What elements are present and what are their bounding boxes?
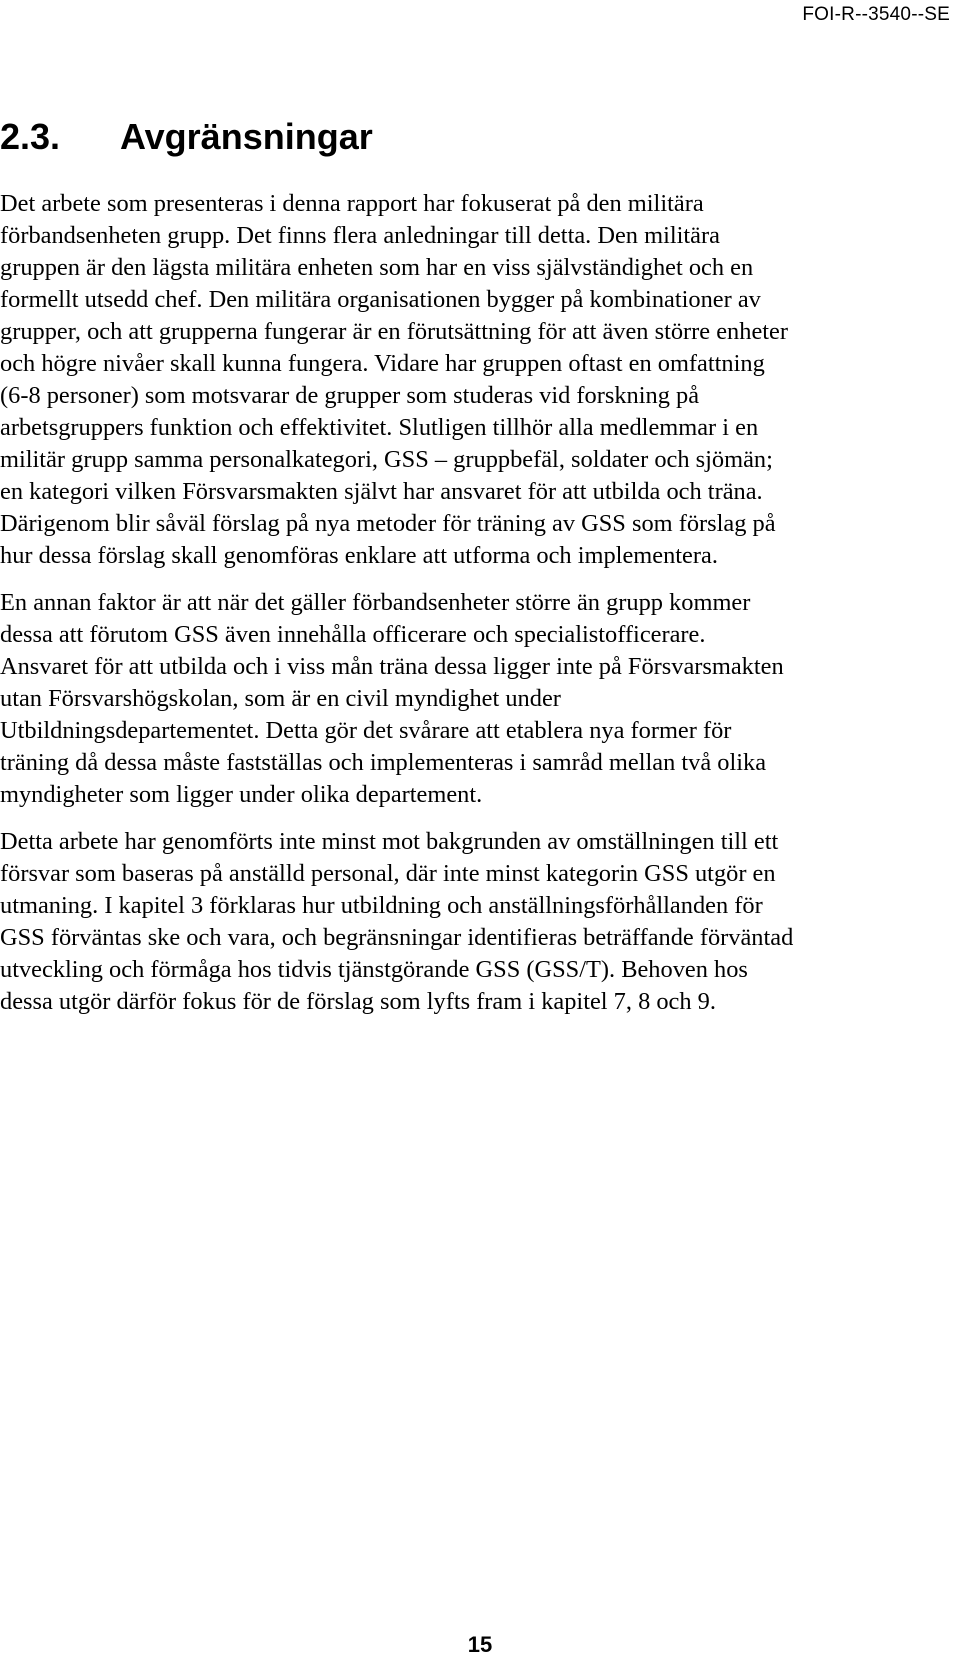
text-line: Det arbete som presenteras i denna rapport har fokuserat på den militära [0, 190, 704, 217]
text-line: träning då dessa måste fastställas och implementeras i samråd mellan två olika [0, 749, 767, 776]
text-line: dessa att förutom GSS även innehålla officerare och specialistofficerare. [0, 621, 706, 648]
text-line: utveckling och förmåga hos tidvis tjänstgörande GSS (GSS/T). Behoven hos [0, 956, 748, 983]
text-line: och högre nivåer skall kunna fungera. Vidare har gruppen oftast en omfattning [0, 350, 765, 377]
section-heading [0, 115, 373, 159]
section-title: Avgränsningar [120, 116, 373, 157]
text-line: dessa utgör därför fokus för de förslag som lyfts fram i kapitel 7, 8 och 9. [0, 988, 716, 1015]
text-line: (6-8 personer) som motsvarar de grupper som studeras vid forskning på [0, 382, 700, 409]
text-line: utan Försvarshögskolan, som är en civil myndighet under [0, 685, 561, 712]
text-line: utmaning. I kapitel 3 förklaras hur utbildning och anställningsförhållanden för [0, 892, 763, 919]
text-line: En annan faktor är att när det gäller förbandsenheter större än grupp kommer [0, 589, 751, 616]
text-line: förbandsenheten grupp. Det finns flera anledningar till detta. Den militära [0, 222, 720, 249]
text-line: en kategori vilken Försvarsmakten självt har ansvaret för att utbilda och träna. [0, 478, 763, 505]
text-line: formellt utsedd chef. Den militära organisationen bygger på kombinationer av [0, 286, 761, 313]
body-text [0, 188, 952, 1033]
text-line: gruppen är den lägsta militära enheten som har en viss självständighet och en [0, 254, 754, 281]
page-number: 15 [467, 1632, 493, 1657]
text-line: arbetsgruppers funktion och effektivitet. Slutligen tillhör alla medlemmar i en [0, 414, 759, 441]
paragraph-2 [0, 587, 952, 811]
text-line: militär grupp samma personalkategori, GSS – gruppbefäl, soldater och sjömän; [0, 446, 773, 473]
report-id: FOI-R--3540--SE [802, 4, 950, 25]
text-line: grupper, och att grupperna fungerar är en förutsättning för att även större enheter [0, 318, 788, 345]
text-line: försvar som baseras på anställd personal, där inte minst kategorin GSS utgör en [0, 860, 776, 887]
text-line: hur dessa förslag skall genomföras enklare att utforma och implementera. [0, 542, 718, 569]
text-line: Därigenom blir såväl förslag på nya metoder för träning av GSS som förslag på [0, 510, 776, 537]
section-number: 2.3. [0, 116, 61, 157]
text-line: GSS förväntas ske och vara, och begränsningar identifieras beträffande förväntad [0, 924, 794, 951]
text-line: myndigheter som ligger under olika departement. [0, 781, 483, 808]
paragraph-1 [0, 188, 952, 572]
paragraph-3 [0, 826, 952, 1018]
text-line: Ansvaret för att utbilda och i viss mån träna dessa ligger inte på Försvarsmakten [0, 653, 784, 680]
text-line: Detta arbete har genomförts inte minst mot bakgrunden av omställningen till ett [0, 828, 779, 855]
text-line: Utbildningsdepartementet. Detta gör det svårare att etablera nya former för [0, 717, 732, 744]
